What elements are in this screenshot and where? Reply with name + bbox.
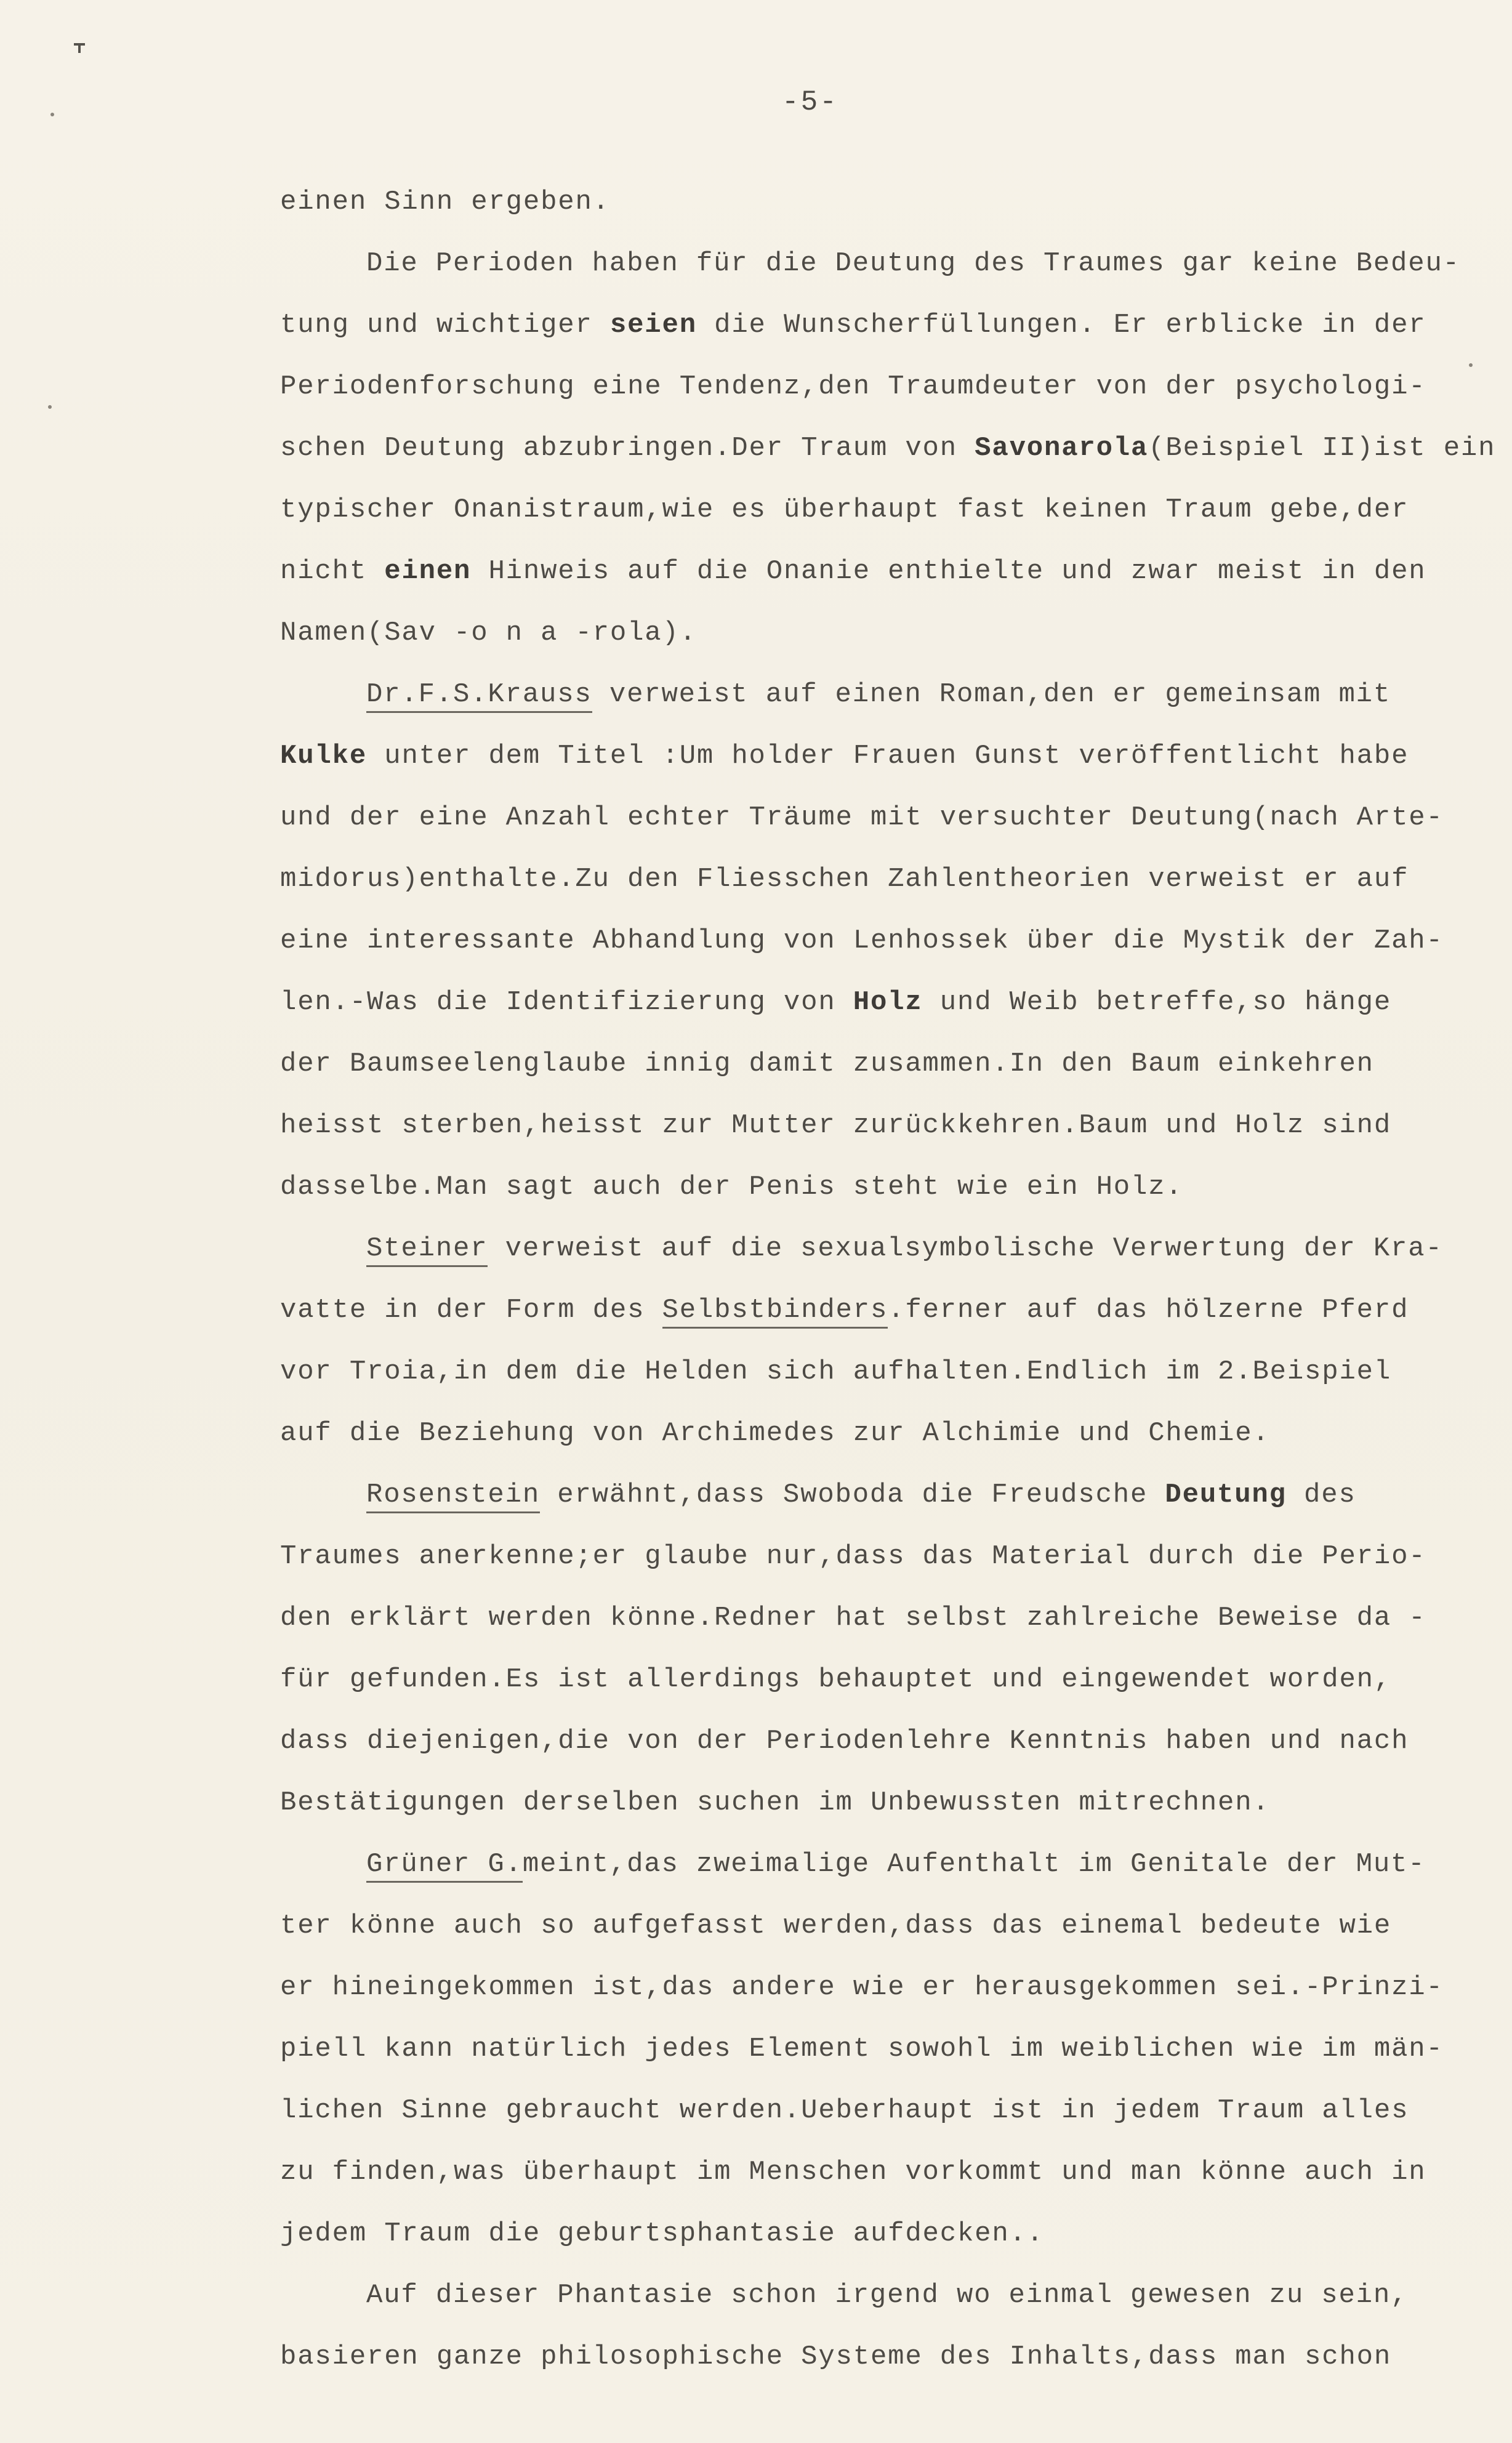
text-line: Steiner verweist auf die sexualsymbolische Verwertung der Kra- bbox=[366, 1230, 1512, 1267]
speaker-name: Rosenstein bbox=[366, 1479, 540, 1513]
corner-tick-mark bbox=[74, 43, 85, 46]
text-line: er hineingekommen ist,das andere wie er herausgekommen sei.-Prinzi- bbox=[280, 1972, 1444, 2003]
speaker-name: Grüner G. bbox=[366, 1849, 523, 1883]
text-line: der Baumseelenglaube innig damit zusammen.In den Baum einkehren bbox=[280, 1048, 1374, 1079]
text-line: lichen Sinne gebraucht werden.Ueberhaupt ist in jedem Traum alles bbox=[280, 2095, 1409, 2126]
paper-speck bbox=[1469, 363, 1473, 367]
text-line: Rosenstein erwähnt,dass Swoboda die Freudsche Deutung des bbox=[366, 1476, 1512, 1513]
speaker-name: Dr.F.S.Krauss bbox=[366, 679, 592, 713]
text-line: und der eine Anzahl echter Träume mit versuchter Deutung(nach Arte- bbox=[280, 802, 1444, 833]
text-line: vatte in der Form des Selbstbinders.ferner auf das hölzerne Pferd bbox=[280, 1292, 1505, 1329]
text-line: Namen(Sav -o n a -rola). bbox=[280, 618, 697, 648]
paper-speck bbox=[50, 113, 54, 116]
paper-speck bbox=[48, 405, 52, 409]
text-line: Traumes anerkenne;er glaube nur,dass das Material durch die Perio- bbox=[280, 1541, 1426, 1572]
text-line: Bestätigungen derselben suchen im Unbewussten mitrechnen. bbox=[280, 1787, 1270, 1818]
text-line: heisst sterben,heisst zur Mutter zurückkehren.Baum und Holz sind bbox=[280, 1110, 1392, 1141]
text-line: jedem Traum die geburtsphantasie aufdecken.. bbox=[280, 2218, 1044, 2249]
text-line: vor Troia,in dem die Helden sich aufhalten.Endlich im 2.Beispiel bbox=[280, 1356, 1392, 1387]
text-line: piell kann natürlich jedes Element sowohl im weiblichen wie im män- bbox=[280, 2034, 1444, 2064]
text-line: Die Perioden haben für die Deutung des Traumes gar keine Bedeu- bbox=[366, 248, 1460, 279]
text-line: Dr.F.S.Krauss verweist auf einen Roman,den er gemeinsam mit bbox=[366, 676, 1512, 713]
text-line: eine interessante Abhandlung von Lenhossek über die Mystik der Zah- bbox=[280, 925, 1444, 956]
text-line: Grüner G.meint,das zweimalige Aufenthalt im Genitale der Mut- bbox=[366, 1846, 1512, 1883]
text-line: Auf dieser Phantasie schon irgend wo einmal gewesen zu sein, bbox=[366, 2280, 1409, 2311]
text-line: Periodenforschung eine Tendenz,den Traumdeuter von der psychologi- bbox=[280, 371, 1426, 402]
text-line: Kulke unter dem Titel :Um holder Frauen Gunst veröffentlicht habe bbox=[280, 741, 1409, 771]
text-line: den erklärt werden könne.Redner hat selbst zahlreiche Beweise da - bbox=[280, 1603, 1426, 1633]
text-line: midorus)enthalte.Zu den Fliesschen Zahlentheorien verweist er auf bbox=[280, 864, 1409, 895]
text-line: basieren ganze philosophische Systeme des Inhalts,dass man schon bbox=[280, 2341, 1392, 2372]
page-number: -5- bbox=[782, 86, 838, 118]
text-line: auf die Beziehung von Archimedes zur Alchimie und Chemie. bbox=[280, 1418, 1270, 1449]
text-line: len.-Was die Identifizierung von Holz und Weib betreffe,so hänge bbox=[280, 987, 1392, 1018]
text-line: nicht einen Hinweis auf die Onanie enthielte und zwar meist in den bbox=[280, 556, 1426, 587]
text-line: dasselbe.Man sagt auch der Penis steht wie ein Holz. bbox=[280, 1172, 1183, 1202]
text-line: schen Deutung abzubringen.Der Traum von Savonarola(Beispiel II)ist ein bbox=[280, 433, 1496, 464]
text-line: dass diejenigen,die von der Periodenlehre Kenntnis haben und nach bbox=[280, 1726, 1409, 1757]
speaker-name: Steiner bbox=[366, 1233, 488, 1267]
text-line: ter könne auch so aufgefasst werden,dass das einemal bedeute wie bbox=[280, 1910, 1392, 1941]
text-line: typischer Onanistraum,wie es überhaupt fast keinen Traum gebe,der bbox=[280, 494, 1409, 525]
text-line: für gefunden.Es ist allerdings behauptet und eingewendet worden, bbox=[280, 1664, 1392, 1695]
text-line: einen Sinn ergeben. bbox=[280, 187, 610, 217]
text-line: zu finden,was überhaupt im Menschen vorkommt und man könne auch in bbox=[280, 2157, 1426, 2187]
text-line: tung und wichtiger seien die Wunscherfüllungen. Er erblicke in der bbox=[280, 310, 1426, 340]
